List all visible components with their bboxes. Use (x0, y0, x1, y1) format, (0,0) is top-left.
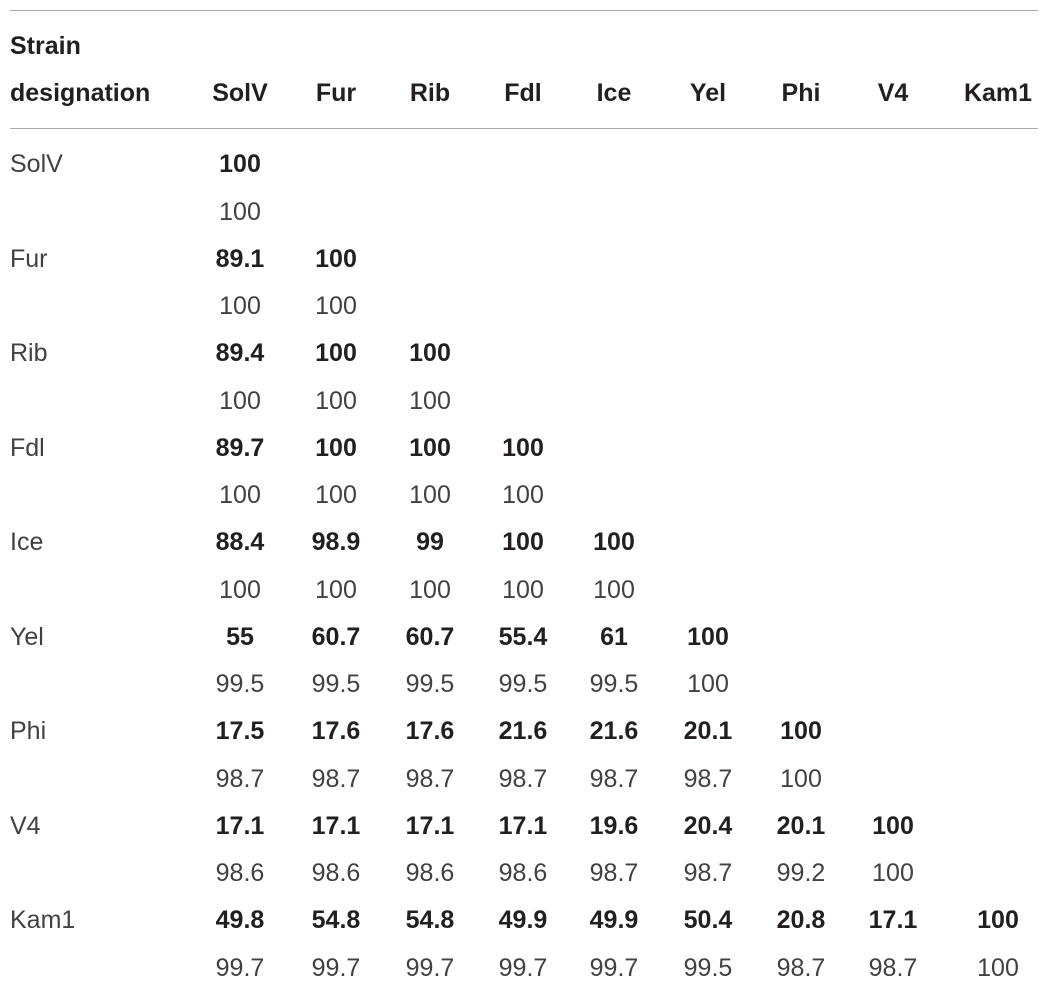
table-cell-plain: 100 (315, 575, 357, 604)
column-header-kam1: Kam1 (963, 79, 1033, 107)
table-cell-plain: 99.2 (776, 859, 826, 887)
table-cell-plain: 99.7 (498, 953, 548, 982)
table-cell-plain: 99.7 (215, 953, 265, 982)
table-cell-plain: 99.5 (498, 670, 548, 698)
table-cell-plain: 100 (219, 292, 261, 320)
table-cell-bold: 17.1 (405, 811, 455, 840)
table-cell-plain: 98.7 (589, 764, 639, 793)
table-header-rule (10, 128, 1038, 129)
table-cell-bold: 17.5 (215, 717, 265, 745)
table-cell-bold: 89.7 (215, 433, 265, 462)
table-cell-bold: 17.6 (405, 717, 455, 745)
table-cell-bold: 100 (315, 339, 357, 367)
row-label-fur: Fur (10, 244, 48, 273)
table-cell-plain: 99.7 (589, 953, 639, 982)
table-cell-bold: 100 (409, 433, 451, 462)
column-header-solv: SolV (212, 79, 268, 107)
table-cell-plain: 98.6 (405, 859, 455, 887)
table-cell-plain: 98.7 (589, 859, 639, 887)
table-cell-plain: 100 (219, 386, 261, 415)
table-cell-bold: 100 (502, 433, 544, 462)
table-cell-bold: 100 (219, 150, 261, 178)
table-cell-bold: 20.8 (776, 906, 826, 934)
table-cell-plain: 99.5 (311, 670, 361, 698)
table-cell-bold: 99 (416, 528, 444, 556)
table-cell-plain: 100 (315, 481, 357, 509)
table-cell-bold: 21.6 (498, 717, 548, 745)
table-cell-bold: 17.1 (498, 811, 548, 840)
table-cell-bold: 100 (315, 244, 357, 273)
table-cell-bold: 88.4 (215, 528, 265, 556)
column-header-fur: Fur (315, 79, 357, 107)
row-label-fdl: Fdl (10, 433, 45, 462)
table-cell-plain: 99.5 (683, 953, 733, 982)
table-cell-bold: 17.1 (311, 811, 361, 840)
table-cell-bold: 20.4 (683, 811, 733, 840)
table-cell-bold: 100 (315, 433, 357, 462)
column-header-ice: Ice (596, 79, 632, 107)
table-cell-bold: 100 (872, 811, 914, 840)
table-cell-plain: 100 (219, 481, 261, 509)
column-header-rib: Rib (409, 79, 451, 107)
table-cell-bold: 49.9 (589, 906, 639, 934)
table-cell-plain: 98.7 (868, 953, 918, 982)
table-cell-plain: 98.7 (498, 764, 548, 793)
table-cell-bold: 100 (977, 906, 1019, 934)
table-cell-bold: 100 (593, 528, 635, 556)
table-cell-bold: 17.1 (868, 906, 918, 934)
table-cell-bold: 100 (409, 339, 451, 367)
table-cell-bold: 98.9 (311, 528, 361, 556)
table-cell-bold: 17.1 (215, 811, 265, 840)
table-cell-plain: 100 (687, 670, 729, 698)
corner-header-line1: Strain (10, 32, 81, 60)
table-cell-plain: 100 (502, 575, 544, 604)
table-cell-plain: 99.5 (215, 670, 265, 698)
table-cell-bold: 61 (600, 622, 628, 651)
column-header-phi: Phi (781, 79, 821, 107)
table-cell-plain: 99.5 (589, 670, 639, 698)
table-cell-bold: 20.1 (683, 717, 733, 745)
table-cell-bold: 100 (687, 622, 729, 651)
table-cell-bold: 19.6 (589, 811, 639, 840)
table-cell-plain: 100 (315, 386, 357, 415)
table-cell-bold: 89.4 (215, 339, 265, 367)
table-cell-plain: 98.7 (776, 953, 826, 982)
table-cell-bold: 55.4 (498, 622, 548, 651)
row-label-yel: Yel (10, 622, 44, 651)
table-cell-bold: 60.7 (405, 622, 455, 651)
table-cell-bold: 100 (502, 528, 544, 556)
row-label-solv: SolV (10, 150, 63, 178)
table-top-rule (10, 10, 1038, 11)
table-cell-bold: 55 (226, 622, 254, 651)
table-cell-plain: 100 (219, 575, 261, 604)
row-label-kam1: Kam1 (10, 906, 76, 934)
table-cell-plain: 98.6 (311, 859, 361, 887)
table-cell-plain: 100 (872, 859, 914, 887)
table-cell-bold: 54.8 (311, 906, 361, 934)
table-cell-plain: 99.7 (405, 953, 455, 982)
table-cell-plain: 100 (409, 481, 451, 509)
table-cell-bold: 100 (780, 717, 822, 745)
table-cell-plain: 98.7 (405, 764, 455, 793)
table-cell-plain: 100 (219, 197, 261, 226)
row-label-rib: Rib (10, 339, 48, 367)
table-cell-bold: 89.1 (215, 244, 265, 273)
table-cell-bold: 49.9 (498, 906, 548, 934)
row-label-phi: Phi (10, 717, 47, 745)
table-cell-plain: 98.7 (311, 764, 361, 793)
row-label-v4: V4 (10, 811, 41, 840)
table-cell-plain: 98.6 (215, 859, 265, 887)
row-label-ice: Ice (10, 528, 44, 556)
table-cell-bold: 49.8 (215, 906, 265, 934)
column-header-v4: V4 (877, 79, 909, 107)
table-cell-plain: 100 (315, 292, 357, 320)
table-cell-plain: 98.7 (215, 764, 265, 793)
corner-header-line2: designation (10, 79, 151, 107)
table-cell-bold: 21.6 (589, 717, 639, 745)
column-header-yel: Yel (689, 79, 727, 107)
table-cell-plain: 100 (780, 764, 822, 793)
table-cell-plain: 98.7 (683, 764, 733, 793)
table-cell-plain: 98.6 (498, 859, 548, 887)
table-cell-plain: 100 (502, 481, 544, 509)
table-cell-bold: 17.6 (311, 717, 361, 745)
table-cell-bold: 54.8 (405, 906, 455, 934)
table-cell-plain: 100 (409, 575, 451, 604)
table-cell-bold: 20.1 (776, 811, 826, 840)
table-cell-plain: 99.7 (311, 953, 361, 982)
table-cell-plain: 100 (593, 575, 635, 604)
table-cell-bold: 60.7 (311, 622, 361, 651)
table-cell-plain: 98.7 (683, 859, 733, 887)
column-header-fdl: Fdl (504, 79, 542, 107)
table-cell-plain: 99.5 (405, 670, 455, 698)
table-cell-plain: 100 (409, 386, 451, 415)
table-cell-bold: 50.4 (683, 906, 733, 934)
table-cell-plain: 100 (977, 953, 1019, 982)
